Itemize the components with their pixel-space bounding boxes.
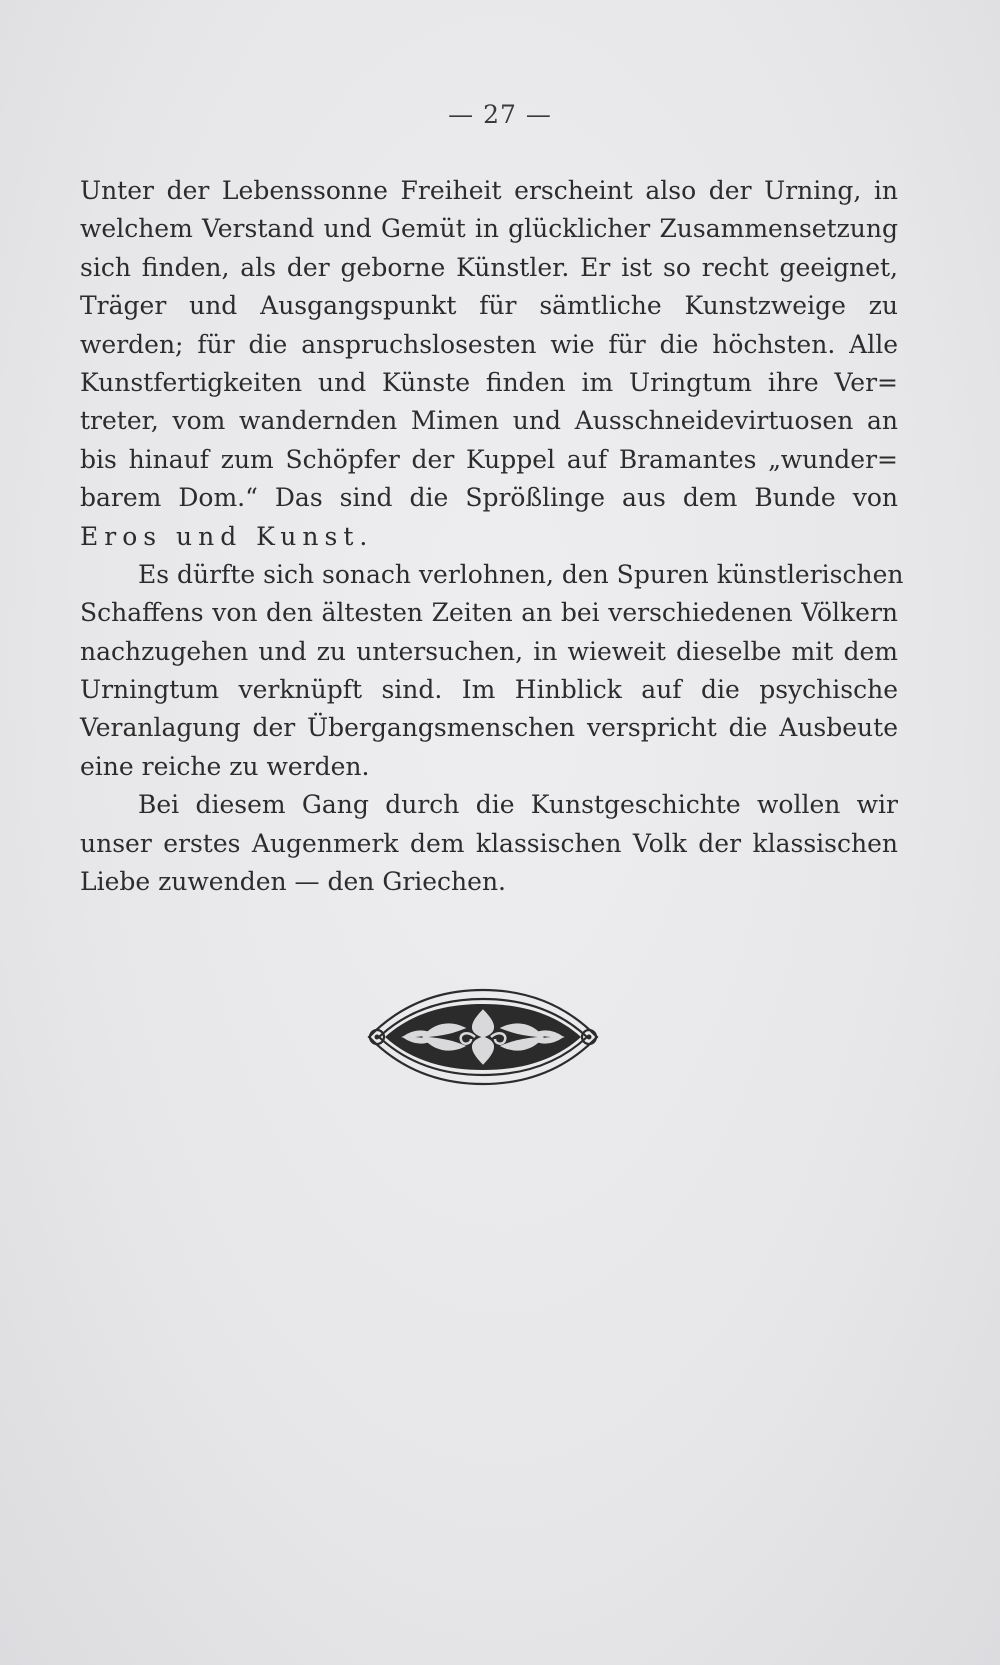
text-line: Träger und Ausgangspunkt für sämtliche Kunstzweige zu <box>80 291 898 321</box>
text-line: unser erstes Augenmerk dem klassischen Volk der klassischen <box>80 828 898 858</box>
text-line: Bei diesem Gang durch die Kunstgeschichte wollen wir <box>138 790 898 820</box>
text-line: Veranlagung der Übergangsmenschen verspricht die Ausbeute <box>80 713 898 743</box>
text-line: Unter der Lebenssonne Freiheit erscheint also der Urning, in <box>80 176 898 205</box>
text-line: sich finden, als der geborne Künstler. Er ist so recht geeignet, <box>80 252 898 282</box>
text-line: bis hinauf zum Schöpfer der Kuppel auf Bramantes „wunder= <box>80 444 898 474</box>
text-line: Kunstfertigkeiten und Künste finden im Uringtum ihre Ver= <box>80 367 898 397</box>
text-line: barem Dom.“ Das sind die Sprößlinge aus dem Bunde von <box>80 483 898 513</box>
text-line: nachzugehen und zu untersuchen, in wieweit dieselbe mit dem <box>80 636 898 666</box>
page-number: — 27 — <box>448 100 552 129</box>
text-line: Schaffens von den ältesten Zeiten an bei verschiedenen Völkern <box>80 598 898 628</box>
text-line: werden; für die anspruchslosesten wie für die höchsten. Alle <box>80 329 898 359</box>
body-text <box>80 172 904 901</box>
decorative-vignette-icon <box>363 982 603 1092</box>
text-line: Urningtum verknüpft sind. Im Hinblick auf die psychische <box>80 675 898 705</box>
text-line: treter, vom wandernden Mimen und Ausschneidevirtuosen an <box>80 406 898 436</box>
text-line: Liebe zuwenden — den Griechen. <box>80 867 507 897</box>
text-line: welchem Verstand und Gemüt in glücklicher Zusammensetzung <box>80 214 898 244</box>
text-line: eine reiche zu werden. <box>80 751 370 781</box>
text-line: Es dürfte sich sonach verlohnen, den Spuren künstlerischen <box>138 559 904 589</box>
text-line-emphasized: Eros und Kunst. <box>80 521 374 551</box>
